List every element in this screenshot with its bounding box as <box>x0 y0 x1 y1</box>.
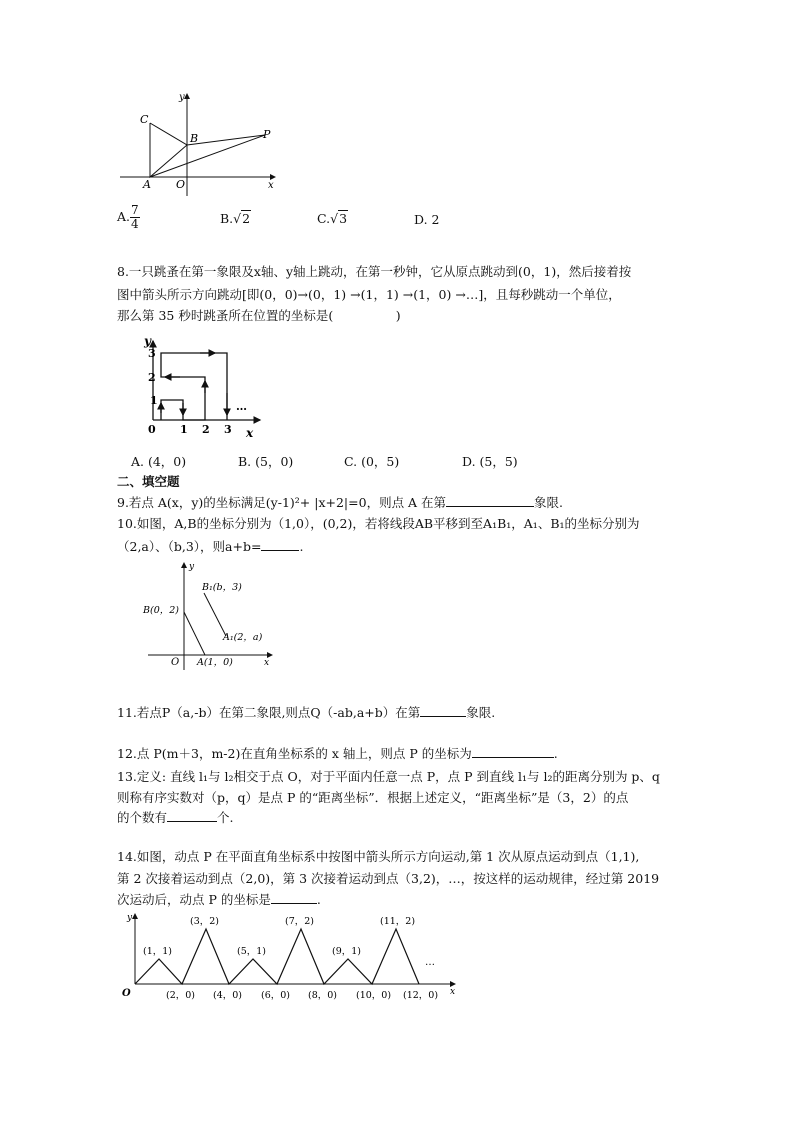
q10-label-a: A(1，0) <box>197 657 233 668</box>
section-title: 二、填空题 <box>117 474 180 489</box>
q7-label-y: y <box>179 92 185 103</box>
q7-label-a: A <box>143 178 151 191</box>
q14-top-label: (7，2) <box>285 916 315 927</box>
q8-option-a: A. (4，0) <box>131 454 187 469</box>
q7-option-d: D. 2 <box>414 212 440 227</box>
q14-top-label: (11，2) <box>380 916 416 927</box>
q8-jump-path <box>161 353 227 420</box>
q10-line2: （2,a）、（b,3），则a+b= . <box>117 539 304 554</box>
answer-blank <box>167 808 217 822</box>
q8-ytick-2: 2 <box>148 371 156 384</box>
q9: 9.若点 A(x，y)的坐标满足(y-1)²+ |x+2|=0，则点 A 在第 象限. <box>117 495 564 510</box>
q8-tick-0: 0 <box>148 423 156 436</box>
q13-line1: 13.定义: 直线 l₁与 l₂相交于点 O，对于平面内任意一点 P，点 P 到直线 l₁与 l₂的距离分别为 p、q <box>117 769 660 784</box>
q8-option-d: D. (5，5) <box>462 454 518 469</box>
answer-blank <box>446 493 534 507</box>
answer-blank <box>271 890 317 904</box>
q7-segments <box>150 123 187 177</box>
q8-label-x: x <box>246 426 254 440</box>
q8-line2: 图中箭头所示方向跳动[即(0，0)→(0，1) →(1，1) →(1，0) →…]，且每秒跳动一个单位， <box>117 287 621 302</box>
sqrt-symbol: √3 <box>330 211 348 226</box>
q8-line1: 8.一只跳蚤在第一象限及x轴、y轴上跳动，在第一秒钟，它从原点跳动到(0，1)，然后接着按 <box>117 264 632 279</box>
q12: 12.点 P(m＋3，m-2)在直角坐标系的 x 轴上，则点 P 的坐标为 . <box>117 746 558 761</box>
q14-bottom-label: (12，0) <box>403 990 439 1001</box>
answer-blank <box>261 537 299 551</box>
q10-segment-a1b1 <box>204 593 226 636</box>
q10-line1: 10.如图，A,B的坐标分别为（1,0），(0,2)，若将线段AB平移到至A₁B₁，A₁、B₁的坐标分别为 <box>117 516 640 531</box>
q8-tick-2: 2 <box>202 423 210 436</box>
q14-label-y: y <box>127 913 133 923</box>
q8-ytick-3: 3 <box>148 347 156 360</box>
q7-label-b: B <box>190 132 199 145</box>
q14-line2: 第 2 次接着运动到点（2,0)，第 3 次接着运动到点（3,2)，…，按这样的运动规律，经过第 2019 <box>117 871 660 886</box>
q8-option-b: B. (5，0) <box>238 454 294 469</box>
q8-figure <box>140 333 275 443</box>
fraction: $\frac{7}{4}$ <box>131 203 139 231</box>
q10-label-b: B(0，2) <box>143 605 179 616</box>
q8-ellipsis: … <box>236 400 247 413</box>
q7-option-a: A. $\frac{7}{4}$ <box>117 203 139 231</box>
q8-line3: 那么第 35 秒时跳蚤所在位置的坐标是( ) <box>117 308 401 323</box>
q10-figure <box>140 560 280 672</box>
q7-label-x: x <box>268 180 274 191</box>
q8-tick-1: 1 <box>180 423 188 436</box>
q14-bottom-label: (6，0) <box>261 990 291 1001</box>
q7-option-c: C.√3 <box>317 211 348 226</box>
answer-blank <box>420 703 466 717</box>
q8-tick-3: 3 <box>224 423 232 436</box>
q13-line2: 则称有序实数对（p，q）是点 P 的“距离坐标”．根据上述定义，“距离坐标”是（3，2）的点 <box>117 790 629 805</box>
q14-top-label: (9，1) <box>332 946 362 957</box>
q14-bottom-label: (10，0) <box>356 990 392 1001</box>
q10-label-y: y <box>189 562 195 572</box>
q8-ytick-1: 1 <box>150 394 158 407</box>
answer-blank <box>472 744 554 758</box>
q14-ellipsis: … <box>425 957 435 968</box>
sqrt-symbol: √2 <box>233 211 251 226</box>
q14-line3: 次运动后，动点 P 的坐标是 . <box>117 892 321 907</box>
q10-label-x: x <box>264 658 270 668</box>
q14-figure <box>117 910 462 1002</box>
q14-bottom-label: (2，0) <box>166 990 196 1001</box>
q10-label-a1: A₁(2，a) <box>223 632 263 643</box>
q8-option-c: C. (0，5) <box>344 454 400 469</box>
q14-bottom-label: (8，0) <box>308 990 338 1001</box>
q14-top-label: (5，1) <box>237 946 267 957</box>
q14-line1: 14.如图，动点 P 在平面直角坐标系中按图中箭头所示方向运动,第 1 次从原点运动到点（1,1), <box>117 849 640 864</box>
q7-label-o: O <box>176 178 186 191</box>
q7-option-b: B.√2 <box>220 211 251 226</box>
q7-label-p: P <box>263 128 271 141</box>
q14-zigzag-path <box>135 929 419 984</box>
q13-line3: 的个数有 个. <box>117 810 234 825</box>
q14-label-o: O <box>122 988 131 999</box>
q7-figure <box>115 88 285 198</box>
q14-top-label: (1，1) <box>143 946 173 957</box>
q10-label-b1: B₁(b，3) <box>202 582 242 593</box>
q8-label-y: y <box>144 334 151 348</box>
q10-segment-ab <box>184 612 205 655</box>
q14-top-label: (3，2) <box>190 916 220 927</box>
q10-label-o: O <box>171 657 180 668</box>
q7-label-c: C <box>140 113 149 126</box>
q11: 11.若点P（a,-b）在第二象限,则点Q（-ab,a+b）在第 象限. <box>117 705 496 720</box>
q14-label-x: x <box>450 987 456 997</box>
q14-bottom-label: (4，0) <box>213 990 243 1001</box>
